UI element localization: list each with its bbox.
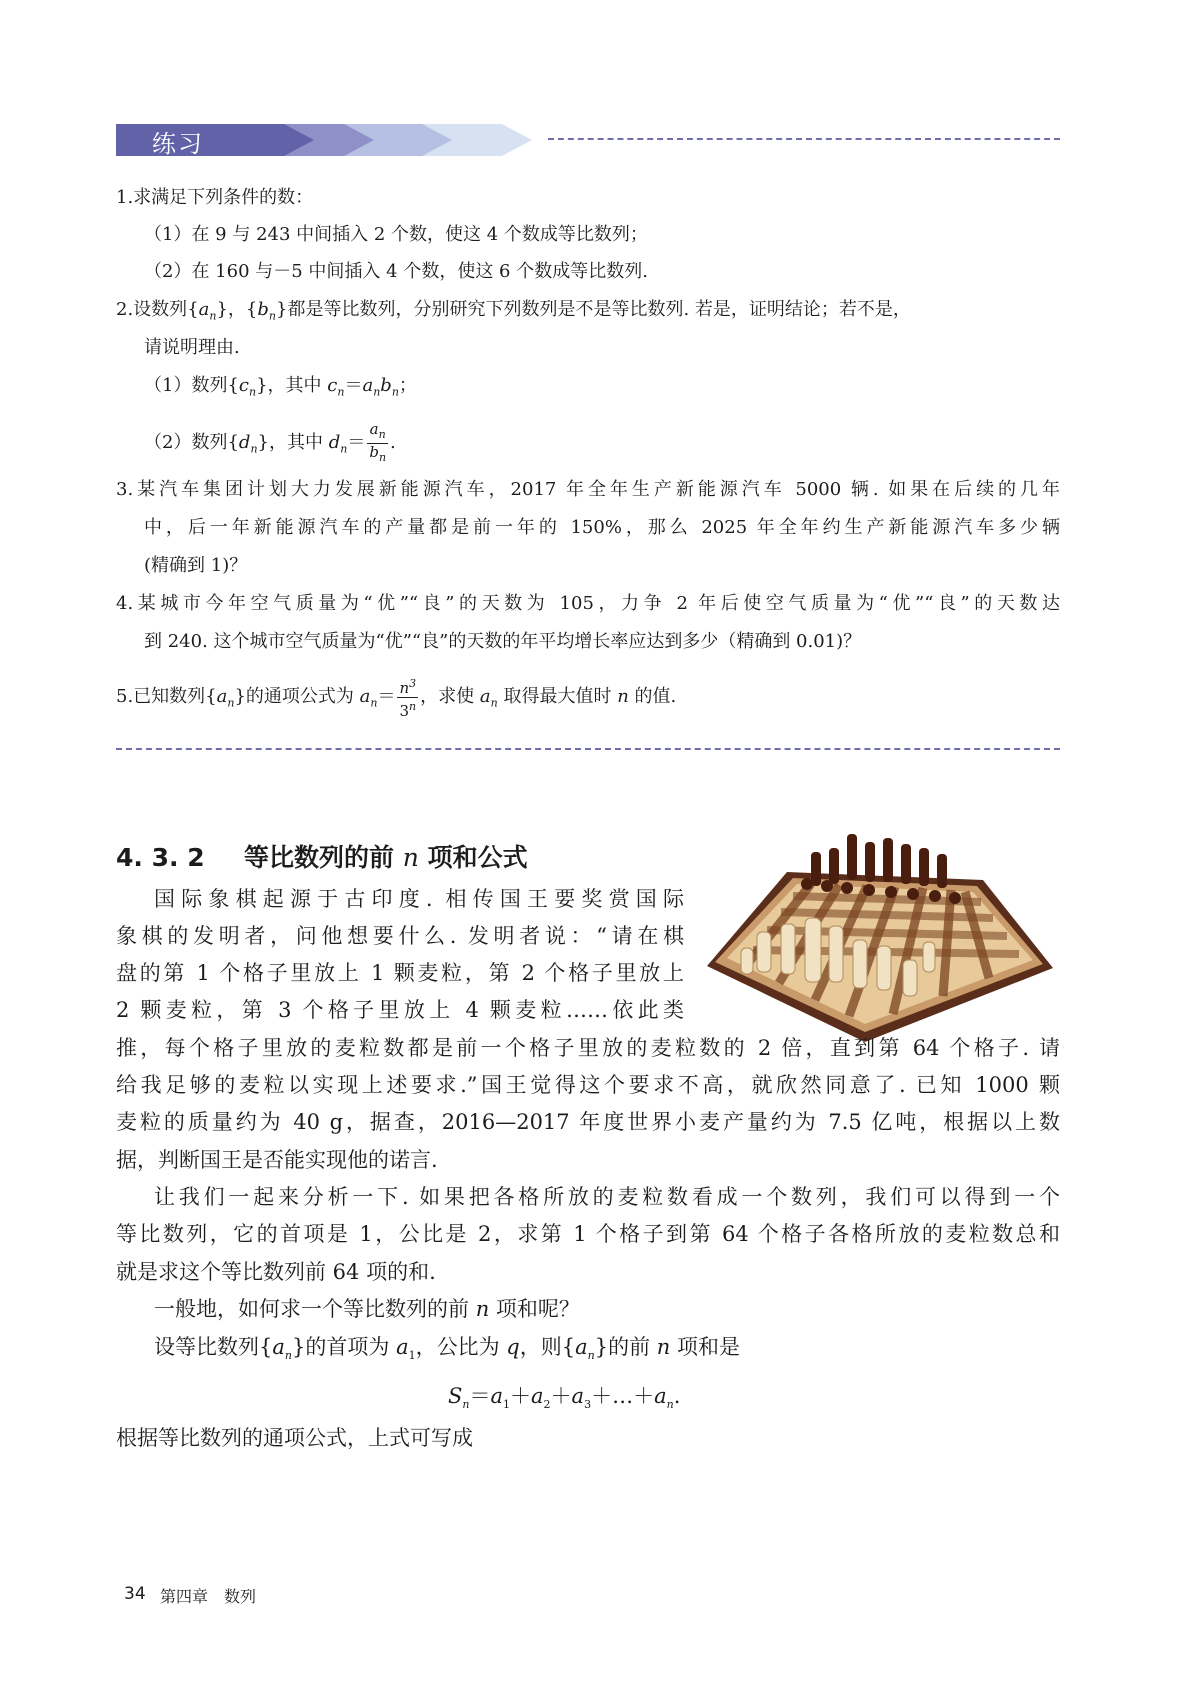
exercise-2: 2.设数列$\{a_n\}$，$\{b_n\}$都是等比数列，分别研究下列数列是不是等比数列. 若是，证明结论；若不是， [116,299,911,323]
exercise-2-part-2: （2）数列$\{d_n\}$，其中 $d_n=$ $\frac{a_n}{b_n}$ . [144,419,396,464]
para-1-line-1: 国际象棋起源于古印度. 相传国王要奖赏国际 [154,887,684,911]
page-number: 34 [124,1584,146,1604]
para-2-line-3: 就是求这个等比数列前 64 项的和. [116,1260,436,1284]
bottom-dashed-divider [116,748,1060,750]
exercise-2-continuation: 请说明理由. [144,337,240,358]
exercise-4-line-2: 到 240. 这个城市空气质量为“优”“良”的天数的年平均增长率应达到多少（精确到 0.01)？ [144,631,862,652]
section-number: 4. 3. 2 [116,843,205,872]
para-1-line-6: 给我足够的麦粒以实现上述要求.”国王觉得这个要求不高，就欣然同意了. 已知 1000 颗 [116,1073,1060,1097]
exercise-1-part-1: （1）在 9 与 243 中间插入 2 个数，使这 4 个数成等比数列； [144,224,648,245]
para-2-line-1: 让我们一起来分析一下. 如果把各格所放的麦粒数看成一个数列，我们可以得到一个 [154,1185,1060,1209]
para-1-line-2: 象棋的发明者，问他想要什么. 发明者说：“请在棋 [116,924,684,948]
para-1-line-3: 盘的第 1 个格子里放上 1 颗麦粒，第 2 个格子里放上 [116,961,684,985]
chapter-name: 第四章 数列 [160,1587,257,1606]
exercise-4-line-1: 4.某城市今年空气质量为“优”“良”的天数为 105，力争 2 年后使空气质量为“优”“良”的天数达 [116,593,1060,614]
para-3: 一般地，如何求一个等比数列的前 n 项和呢？ [154,1297,580,1321]
para-1-line-7: 麦粒的质量约为 40 g，据查，2016—2017 年度世界小麦产量约为 7.5 亿吨，根据以上数 [116,1110,1060,1134]
exercise-1: 1.求满足下列条件的数： [116,187,314,208]
para-1-line-8: 据，判断国王是否能实现他的诺言. [116,1148,438,1172]
sum-formula: $S_n=a_1+a_2+a_3+\dots+a_n$. [448,1384,681,1412]
para-1-line-5: 推，每个格子里放的麦粒数都是前一个格子里放的麦粒数的 2 倍，直到第 64 个格子. 请 [116,1036,1060,1060]
exercise-2-part-1: （1）数列$\{c_n\}$，其中 $c_n=a_nb_n$； [144,375,417,399]
exercise-1-part-2: （2）在 160 与－5 中间插入 4 个数，使这 6 个数成等比数列. [144,261,648,282]
chessboard-image [697,826,1055,1048]
exercise-banner [116,122,536,158]
para-4: 设等比数列$\{a_n\}$的首项为 $a_1$，公比为 q，则$\{a_n\}$的前 n 项和是 [154,1335,741,1363]
exercise-title: 练习 [152,130,204,158]
exercise-3-line-3: (精确到 1)？ [144,555,248,576]
para-2-line-2: 等比数列，它的首项是 1，公比是 2，求第 1 个格子到第 64 个格子各格所放的麦粒数总和 [116,1222,1060,1246]
para-1-line-4: 2 颗麦粒，第 3 个格子里放上 4 颗麦粒……依此类 [116,998,684,1022]
exercise-3-line-2: 中，后一年新能源汽车的产量都是前一年的 150%，那么 2025 年全年约生产新能源汽车多少辆 [144,517,1060,538]
top-dashed-divider [548,138,1060,140]
exercise-3-line-1: 3.某汽车集团计划大力发展新能源汽车，2017 年全年生产新能源汽车 5000 辆. 如果在后续的几年 [116,479,1060,500]
exercise-5: 5.已知数列$\{a_n\}$的通项公式为 $a_n=$ $\frac{n^3}{3^n}$ ，求使 $a_n$ 取得最大值时 n 的值. [116,676,677,720]
section-heading: 4. 3. 2 等比数列的前 n 项和公式 [116,843,528,872]
para-5: 根据等比数列的通项公式，上式可写成 [116,1426,473,1450]
